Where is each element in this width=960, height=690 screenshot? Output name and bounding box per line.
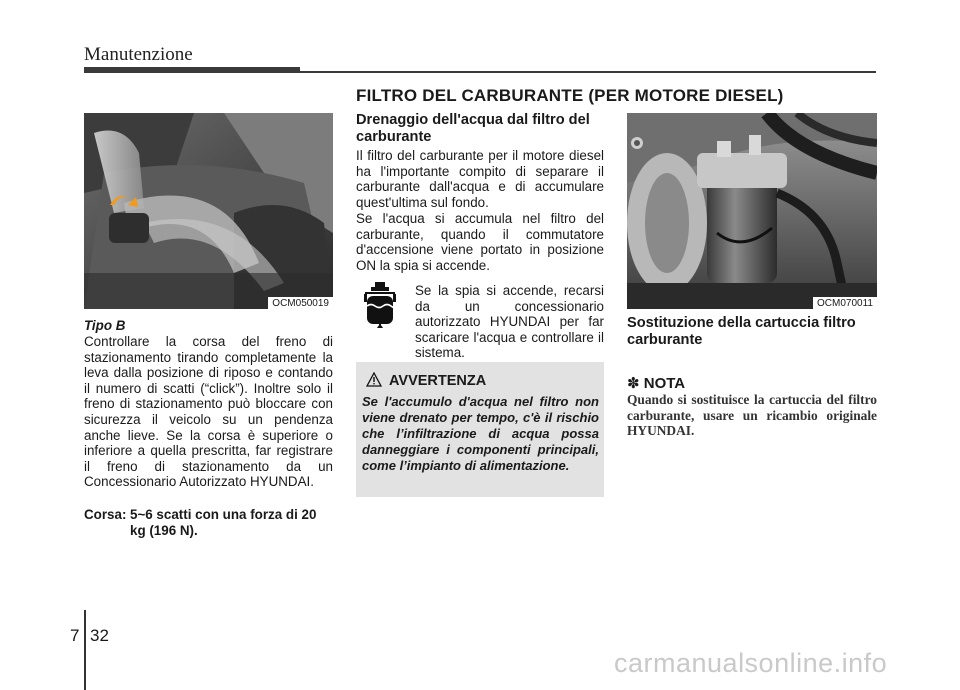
cartridge-replacement-subhead: Sostituzione della cartuccia filtro carburante bbox=[627, 315, 856, 348]
parking-brake-photo bbox=[84, 113, 333, 309]
nota-title: NOTA bbox=[643, 375, 686, 392]
photo-label: OCM050019 bbox=[268, 297, 333, 309]
parking-brake-paragraph: Controllare la corsa del freno di stazionamento tirando completamente la leva dalla posizione di riposo e contando il numero di scatti (“click”). Inoltre solo il freno di stazionamento può bloccare con sicurezza il veicolo su un pendenza anche lieve. Se la corsa è superiore o inferiore a quella prescritta, far registrare il freno di stazionamento da un Concessionario Autorizzato HYUNDAI. bbox=[84, 334, 333, 490]
nota-heading bbox=[627, 374, 685, 392]
caption-tipo-b: Tipo B bbox=[84, 318, 126, 333]
watermark: carmanualsonline.info bbox=[614, 648, 888, 678]
spec-label: Corsa: bbox=[84, 507, 127, 522]
header-rule-thin bbox=[300, 71, 876, 73]
chapter-number: 7 bbox=[70, 626, 80, 645]
nota-symbol: ✽ bbox=[627, 375, 640, 392]
warning-text: Se l'accumulo d'acqua nel filtro non viene drenato per tempo, c'è il rischio che l’infiltrazione di acqua possa danneggiare i componenti principali, come l’impianto di alimentazione. bbox=[362, 394, 599, 473]
footer-divider bbox=[84, 610, 86, 690]
page-header-title: Manutenzione bbox=[84, 44, 193, 65]
water-indicator-icon bbox=[363, 282, 397, 332]
page-number: 32 bbox=[90, 626, 109, 645]
header-rule-thick bbox=[84, 67, 300, 73]
fuel-filter-illustration bbox=[627, 113, 877, 309]
photo-label: OCM070011 bbox=[813, 297, 877, 309]
fuel-filter-photo bbox=[627, 113, 877, 309]
drain-paragraph-3: Se la spia si accende, recarsi da un concessionario autorizzato HYUNDAI per far scaricare l'acqua e controllare il sistema. bbox=[415, 283, 604, 361]
parking-brake-illustration bbox=[84, 113, 333, 309]
warning-title: AVVERTENZA bbox=[389, 373, 487, 389]
spec-line-2: kg (196 N). bbox=[130, 523, 198, 538]
section-title: FILTRO DEL CARBURANTE (PER MOTORE DIESEL) bbox=[356, 86, 784, 105]
warning-triangle-icon bbox=[366, 372, 382, 392]
drain-paragraph-1: Il filtro del carburante per il motore diesel ha l'importante compito di separare il carburante dall'acqua e di accumulare quest'ultima sul fondo. bbox=[356, 148, 604, 210]
spec-block bbox=[84, 507, 333, 539]
nota-text: Quando si sostituisce la cartuccia del filtro carburante, usare un ricambio originale HYUNDAI. bbox=[627, 392, 877, 438]
spec-line-1: 5~6 scatti con una forza di 20 bbox=[130, 507, 317, 522]
warning-box bbox=[356, 362, 604, 497]
drain-paragraph-2: Se l'acqua si accumula nel filtro del carburante, quando il commutatore d'accensione viene portato in posizione ON la spia si accende. bbox=[356, 211, 604, 273]
drain-water-subhead: Drenaggio dell'acqua dal filtro del carburante bbox=[356, 112, 590, 145]
